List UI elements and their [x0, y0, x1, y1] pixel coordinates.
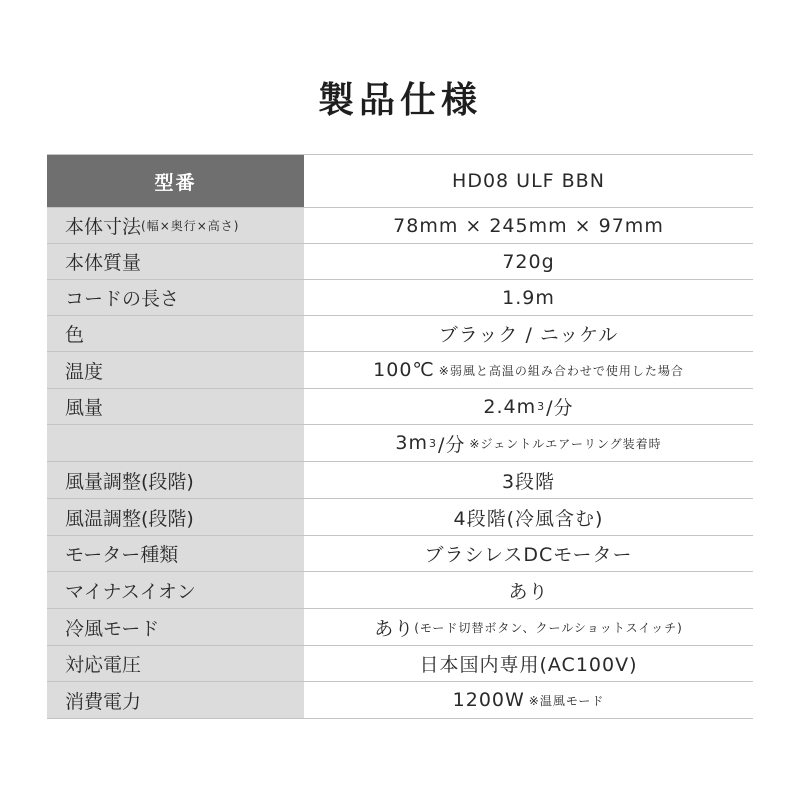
value-note: ※温風モード: [528, 693, 605, 708]
page-title: 製品仕様: [317, 80, 482, 121]
row-label-voltage: 対応電圧: [47, 646, 304, 681]
value-superscript: 3: [537, 400, 546, 413]
row-value-motor-type: ブラシレスDCモーター: [424, 544, 633, 566]
table-row: [47, 536, 753, 572]
table-row: [47, 280, 753, 316]
table-row: [47, 682, 753, 719]
label-note: (幅×奥行×高さ): [141, 219, 240, 233]
table-row: [47, 462, 753, 499]
value-note: ※弱風と高温の組み合わせで使用した場合: [438, 363, 684, 378]
row-value-temperature: [304, 352, 753, 388]
row-label-color: 色: [47, 316, 304, 351]
table-row: [47, 352, 753, 389]
row-label-model: 型番: [47, 155, 304, 207]
value-text: 100℃: [373, 359, 435, 381]
row-value-cord-length: 1.9m: [502, 286, 555, 309]
row-value-temperature-adjust: 4段階(冷風含む): [453, 507, 604, 530]
row-value-model: HD08 ULF BBN: [452, 170, 605, 192]
row-label-cord-length: コードの長さ: [47, 280, 304, 315]
row-value-dimensions: 78mm × 245mm × 97mm: [393, 214, 664, 237]
table-row: [47, 646, 753, 682]
row-label-power-consumption: 消費電力: [47, 682, 304, 718]
table-row: [47, 316, 753, 352]
row-value-weight: 720g: [502, 250, 555, 273]
row-value-negative-ion: あり: [508, 580, 549, 603]
value-suffix: /分: [546, 397, 574, 419]
value-text: あり: [374, 617, 415, 640]
spec-table: [47, 154, 753, 719]
row-label-airflow: 風量: [47, 389, 304, 424]
row-value-airflow-ring: [304, 425, 753, 461]
row-label-dimensions: [47, 208, 304, 243]
table-row: [47, 572, 753, 609]
row-label-weight: 本体質量: [47, 244, 304, 279]
row-value-cool-mode: [304, 609, 753, 645]
table-row: [47, 154, 753, 208]
table-row: [47, 244, 753, 280]
row-label-negative-ion: マイナスイオン: [47, 572, 304, 608]
value-text: 2.4m: [483, 395, 537, 418]
row-value-power-consumption: [304, 682, 753, 718]
row-value-airflow-adjust: 3段階: [501, 470, 556, 493]
row-label-motor-type: モーター種類: [47, 536, 304, 571]
label-text: 本体寸法: [65, 216, 142, 238]
value-text: 1200W: [452, 689, 525, 711]
row-value-airflow: [304, 389, 753, 424]
row-label-airflow-adjust: 風量調整(段階): [47, 462, 304, 498]
table-row: [47, 609, 753, 646]
value-superscript: 3: [428, 436, 437, 450]
value-note: ※ジェントルエアーリング装着時: [469, 436, 662, 451]
table-row: [47, 499, 753, 536]
row-value-color: ブラック / ニッケル: [438, 324, 619, 346]
row-label-airflow-continued: [47, 425, 304, 461]
row-value-voltage: 日本国内専用(AC100V): [419, 654, 638, 676]
row-label-temperature-adjust: 風温調整(段階): [47, 499, 304, 535]
row-label-cool-mode: 冷風モード: [47, 609, 304, 645]
table-row: [47, 389, 753, 425]
table-row: [47, 208, 753, 244]
row-label-temperature: 温度: [47, 352, 304, 388]
value-suffix: /分: [437, 433, 466, 456]
value-text: 3m: [395, 432, 428, 454]
value-note: (モード切替ボタン、クールショットスイッチ): [414, 620, 683, 635]
table-row: [47, 425, 753, 462]
